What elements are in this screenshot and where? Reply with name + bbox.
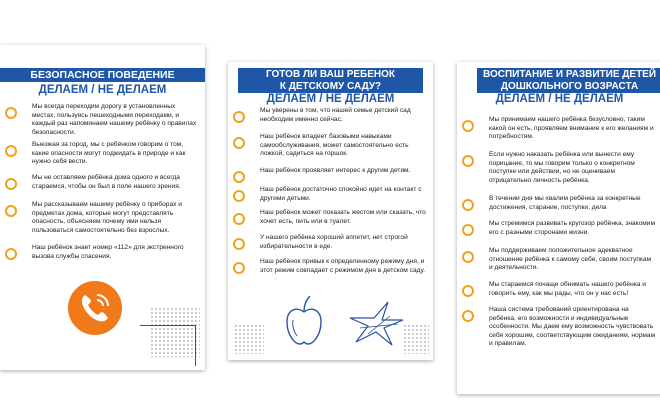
decor-dot-grid bbox=[403, 324, 429, 354]
list-item: Если нужно наказать ребёнка или вынести ему порицание, то мы говорим только о конкретном поступке или действии, но не оцениваем отрицательно личность ребёнка. bbox=[457, 151, 660, 195]
bullet-circle-icon bbox=[233, 262, 245, 274]
list-item: Мы принимаем нашего ребёнка безусловно, таким какой он есть, проявляем внимание к его желаниям и потребностям. bbox=[457, 116, 660, 151]
card-subtitle: ДЕЛАЕМ / НЕ ДЕЛАЕМ bbox=[38, 84, 167, 96]
bullet-circle-icon bbox=[462, 155, 474, 167]
bullet-circle-icon bbox=[5, 248, 17, 260]
list-item: Наша система требований ориентирована на ребёнка, его возможности и индивидуальные особенности. Мы даем ему возможность чувствовать себя хорошим, соответствующим ожиданиям, нормам и правилам. bbox=[457, 306, 660, 356]
card-child-upbringing bbox=[457, 62, 660, 394]
list-item: Мы уверены в том, что нашей семье детский сад необходим именно сейчас. bbox=[228, 107, 433, 133]
bullet-circle-icon bbox=[233, 190, 245, 202]
phone-icon bbox=[68, 281, 122, 335]
card-title bbox=[0, 68, 205, 82]
list-item: Мы не оставляем ребёнка дома одного и всегда стараемся, чтобы он был в поле нашего зрения. bbox=[0, 174, 205, 201]
card-title-line: БЕЗОПАСНОЕ ПОВЕДЕНИЕ bbox=[30, 69, 175, 81]
bullet-circle-icon bbox=[462, 251, 474, 263]
bullet-circle-icon bbox=[462, 310, 474, 322]
bullet-circle-icon bbox=[233, 171, 245, 183]
list-item: Мы поддерживаем положительное адекватное отношение ребёнка к самому себе, своим поступкам и деятельности. bbox=[457, 247, 660, 281]
list-item: Мы стремимся развивать кругозор ребёнка, знакомим его с разными сторонами жизни. bbox=[457, 220, 660, 247]
bullet-circle-icon bbox=[233, 111, 245, 123]
card-title bbox=[238, 68, 423, 93]
list-item: Мы всегда переходим дорогу в установленных местах, пользуясь пешеходными переходами, и каждый раз напоминаем нашему ребёнку о правилах безопасности. bbox=[0, 103, 205, 141]
list-item: Наш ребёнок владеет базовыми навыками самообслуживания, может самостоятельно есть ложкой, садиться на горшок. bbox=[228, 133, 433, 167]
bullet-circle-icon bbox=[233, 213, 245, 225]
bullet-circle-icon bbox=[462, 120, 474, 132]
card-title-line: ГОТОВ ЛИ ВАШ РЕБЕНОК bbox=[265, 69, 395, 80]
list-item: В течении дня мы хвалим ребёнка за конкретные достижения, старание, поступки, дела bbox=[457, 195, 660, 220]
apple-icon bbox=[284, 294, 324, 350]
decor-dot-grid bbox=[234, 324, 264, 354]
decor-corner-line bbox=[140, 325, 196, 366]
list-item: Наш ребёнок проявляет интерес к другим детям. bbox=[228, 167, 433, 186]
card-subtitle: ДЕЛАЕМ / НЕ ДЕЛАЕМ bbox=[266, 93, 395, 105]
bullet-circle-icon bbox=[5, 107, 17, 119]
bullet-circle-icon bbox=[462, 199, 474, 211]
card-title-line: ДОШКОЛЬНОГО ВОЗРАСТА bbox=[500, 80, 639, 92]
card-kindergarten-readiness bbox=[228, 62, 433, 360]
star-scribble-icon bbox=[348, 298, 408, 348]
bullet-circle-icon bbox=[462, 224, 474, 236]
list-item: У нашего ребёнка хороший аппетит, нет строгой избирательности в еде. bbox=[228, 234, 433, 258]
bullet-circle-icon bbox=[233, 238, 245, 250]
list-item: Наш ребёнок может показать жестом или сказать, что хочет есть, пить или в туалет. bbox=[228, 209, 433, 234]
bullet-circle-icon bbox=[233, 137, 245, 149]
card-title-line: ВОСПИТАНИЕ И РАЗВИТИЕ ДЕТЕЙ bbox=[482, 69, 657, 80]
list-item: Мы стараемся почаще обнимать нашего ребёнка и говорить ему, как мы рады, что он у нас есть! bbox=[457, 281, 660, 306]
list-item: Наш ребёнок знает номер «112» для экстренного вызова службы спасения. bbox=[0, 244, 205, 264]
bullet-circle-icon bbox=[5, 145, 17, 157]
list-item: Выезжая за город, мы с ребёнком говорим о том, какие опасности могут поджидать в природе и как нужно себя вести. bbox=[0, 141, 205, 174]
bullet-circle-icon bbox=[5, 205, 17, 217]
list-item: Мы рассказываем нашему ребёнку о приборах и предметах дома, которые могут представлять опасность, объясняем почему ими нельзя пользоваться самостоятельно без взрослых. bbox=[0, 201, 205, 244]
card-title bbox=[477, 68, 660, 93]
list-item: Наш ребёнок привык к определенному режиму дня, и этот режим совпадает с режимом дня в детском саду. bbox=[228, 258, 433, 286]
card-safe-behavior bbox=[0, 45, 205, 370]
card-title-line: К ДЕТСКОМУ САДУ? bbox=[279, 80, 382, 92]
list-item: Наш ребёнок достаточно спокойно идет на контакт с другими детьми. bbox=[228, 186, 433, 209]
bullet-circle-icon bbox=[462, 285, 474, 297]
card-subtitle: ДЕЛАЕМ / НЕ ДЕЛАЕМ bbox=[495, 93, 624, 105]
bullet-circle-icon bbox=[5, 178, 17, 190]
